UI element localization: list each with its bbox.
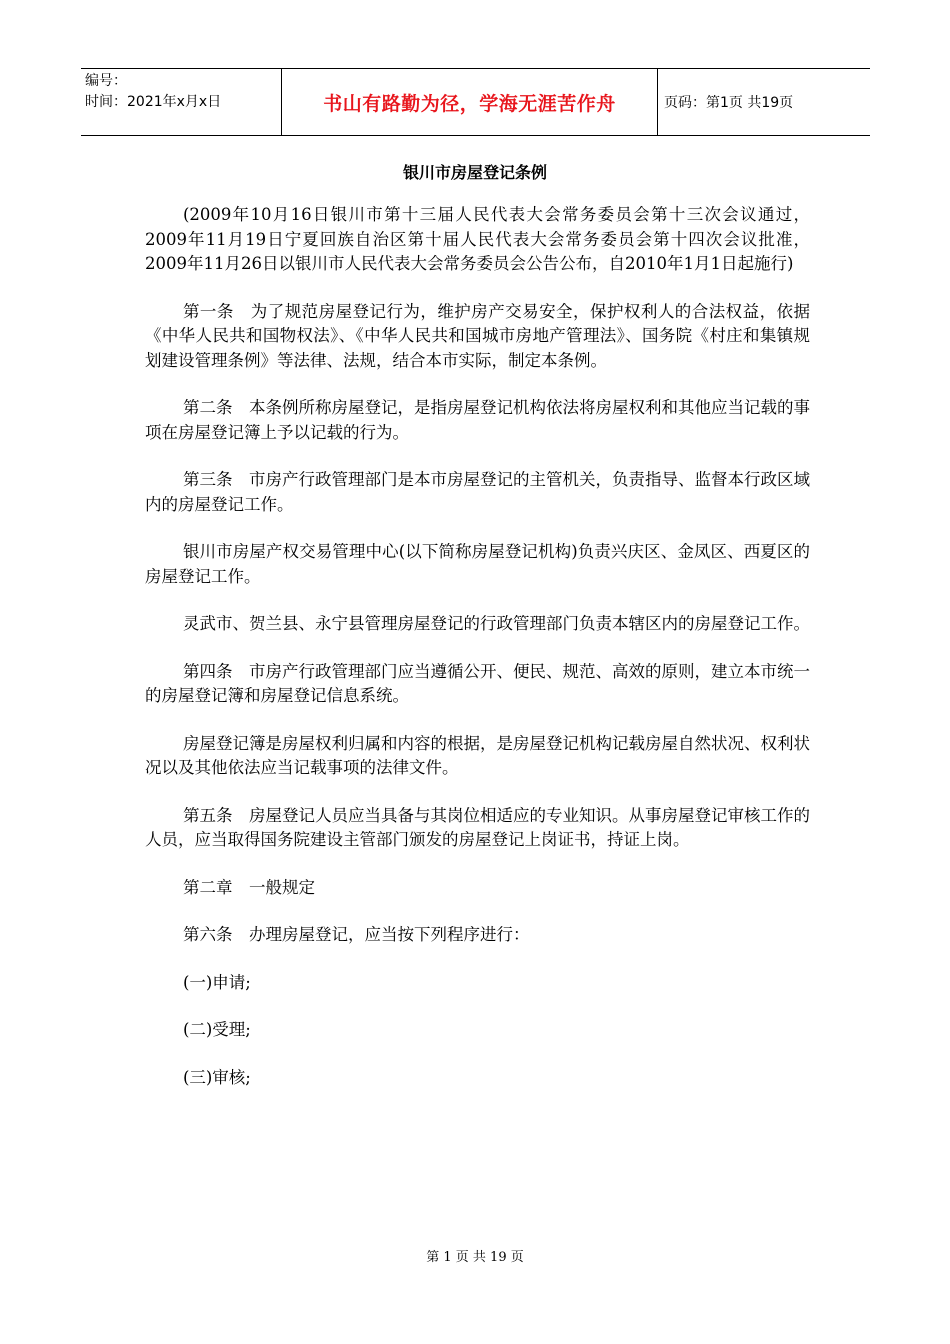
paragraph-article-6: 第六条 办理房屋登记，应当按下列程序进行： <box>182 925 530 944</box>
header-page-info: 页码：第1页 共19页 <box>664 95 794 111</box>
document-body <box>145 203 810 1113</box>
page-footer: 第 1 页 共 19 页 <box>426 1250 524 1265</box>
header-motto: 书山有路勤为径，学海无涯苦作舟 <box>282 69 658 135</box>
list-item-application: (一)申请; <box>182 972 251 992</box>
paragraph-article-1: 第一条 为了规范房屋登记行为，维护房产交易安全，保护权利人的合法权益，依据《中华人民共和国物权法》、《中华人民共和国城市房地产管理法》、国务院《村庄和集镇规划建设管理条例》等法律、法规，结合本市实际，制定本条例。 <box>145 301 810 370</box>
paragraph-article-2: 第二条 本条例所称房屋登记，是指房屋登记机构依法将房屋权利和其他应当记载的事项在房屋登记簿上予以记载的行为。 <box>145 398 810 442</box>
paragraph-article-4: 第四条 市房产行政管理部门应当遵循公开、便民、规范、高效的原则，建立本市统一的房屋登记簿和房屋登记信息系统。 <box>145 661 810 705</box>
chapter-heading-2: 第二章 一般规定 <box>182 877 315 897</box>
paragraph-article-3-clause-2: 银川市房屋产权交易管理中心(以下简称房屋登记机构)负责兴庆区、金凤区、西夏区的房屋登记工作。 <box>145 542 810 586</box>
paragraph-article-4-clause-2: 房屋登记簿是房屋权利归属和内容的根据，是房屋登记机构记载房屋自然状况、权利状况以及其他依法应当记载事项的法律文件。 <box>145 733 810 777</box>
paragraph-article-5: 第五条 房屋登记人员应当具备与其岗位相适应的专业知识。从事房屋登记审核工作的人员，应当取得国务院建设主管部门颁发的房屋登记上岗证书，持证上岗。 <box>145 805 810 849</box>
paragraph-article-3-clause-3: 灵武市、贺兰县、永宁县管理房屋登记的行政管理部门负责本辖区内的房屋登记工作。 <box>182 614 810 633</box>
document-title: 银川市房屋登记条例 <box>402 163 547 182</box>
page-header <box>81 68 870 136</box>
paragraph-article-3: 第三条 市房产行政管理部门是本市房屋登记的主管机关，负责指导、监督本行政区域内的房屋登记工作。 <box>145 470 810 514</box>
list-item-acceptance: (二)受理; <box>182 1020 251 1039</box>
paragraph-preamble: (2009年10月16日银川市第十三届人民代表大会常务委员会第十三次会议通过，2009年11月19日宁夏回族自治区第十届人民代表大会常务委员会第十四次会议批准，2009年11月26日以银川市人民代表大会常务委员会公告公布，自2010年1月1日起施行) <box>145 205 810 273</box>
document-time-label: 时间：2021年x月x日 <box>85 94 222 110</box>
document-number-label: 编号： <box>85 73 127 89</box>
header-meta <box>81 69 282 135</box>
list-item-review: (三)审核; <box>182 1067 251 1087</box>
